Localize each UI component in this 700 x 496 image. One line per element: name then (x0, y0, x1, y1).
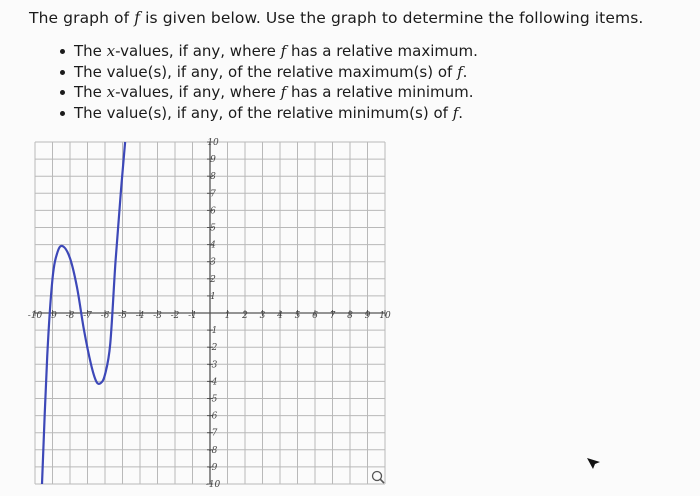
y-tick-label: 1 (210, 291, 216, 302)
item-text: The value(s), if any, of the relative maximum(s) of (74, 62, 458, 81)
y-tick-label: -6 (208, 411, 218, 422)
item-text: The (74, 42, 107, 60)
item-text: has a relative minimum. (286, 83, 474, 101)
x-tick-label: -8 (65, 311, 75, 321)
y-tick-label: -7 (208, 428, 218, 439)
y-tick-label: 6 (210, 206, 216, 217)
x-tick-label: -7 (83, 311, 92, 321)
y-tick-label: 7 (210, 189, 216, 200)
x-tick-label: 3 (259, 311, 266, 321)
prompt-text-start: The graph of (29, 9, 135, 27)
y-tick-label: 8 (210, 172, 216, 183)
item-text: -values, if any, where (115, 83, 281, 101)
x-tick-label: -2 (170, 311, 180, 321)
y-tick-label: -10 (205, 480, 221, 490)
x-tick-label: 1 (224, 311, 231, 321)
item-var: f (457, 62, 463, 81)
x-tick-label: -5 (118, 311, 127, 321)
item-text: has a relative maximum. (286, 42, 478, 60)
x-tick-label: 2 (242, 311, 248, 321)
item-var: x (106, 83, 116, 101)
y-tick-label: 10 (207, 138, 219, 148)
y-tick-label: 2 (210, 274, 216, 285)
mouse-cursor-icon (586, 455, 602, 471)
y-tick-label: -4 (208, 377, 218, 388)
prompt-text-end: is given below. Use the graph to determine the following items. (140, 9, 644, 27)
item-var: f (280, 83, 287, 101)
function-symbol: f (134, 9, 141, 27)
y-tick-label: -2 (208, 343, 218, 354)
y-tick-label: -3 (208, 360, 218, 371)
x-tick-label: 8 (347, 311, 353, 321)
item-var: x (106, 42, 116, 60)
x-tick-label: -1 (188, 311, 197, 321)
y-tick-label: -9 (208, 462, 218, 473)
x-tick-label: -6 (100, 311, 110, 321)
x-tick-label: 6 (312, 311, 318, 321)
y-tick-label: 9 (210, 155, 216, 166)
item-var: f (280, 42, 287, 60)
y-tick-label: 5 (210, 223, 216, 234)
x-tick-label: -9 (48, 311, 57, 321)
item-var: f (452, 103, 459, 122)
item-text: -values, if any, where (115, 42, 281, 60)
x-tick-label: 9 (364, 311, 371, 321)
item-text: . (458, 103, 464, 122)
x-tick-label: 10 (379, 311, 391, 321)
x-tick-label: -10 (27, 311, 43, 321)
item-text: The (74, 83, 107, 101)
y-tick-label: 4 (210, 240, 216, 251)
item-text: . (462, 62, 468, 81)
magnifier-icon[interactable] (370, 468, 388, 486)
y-tick-label: -8 (208, 445, 218, 456)
x-tick-label: -4 (135, 311, 145, 321)
item-text: The value(s), if any, of the relative minimum(s) of (74, 103, 453, 122)
x-tick-label: 7 (329, 311, 336, 321)
x-tick-label: 5 (294, 311, 301, 321)
x-tick-label: -3 (153, 311, 162, 321)
y-tick-label: -5 (208, 394, 218, 405)
y-tick-label: 3 (210, 257, 216, 268)
x-tick-label: 4 (277, 311, 283, 321)
y-tick-label: -1 (208, 326, 218, 337)
